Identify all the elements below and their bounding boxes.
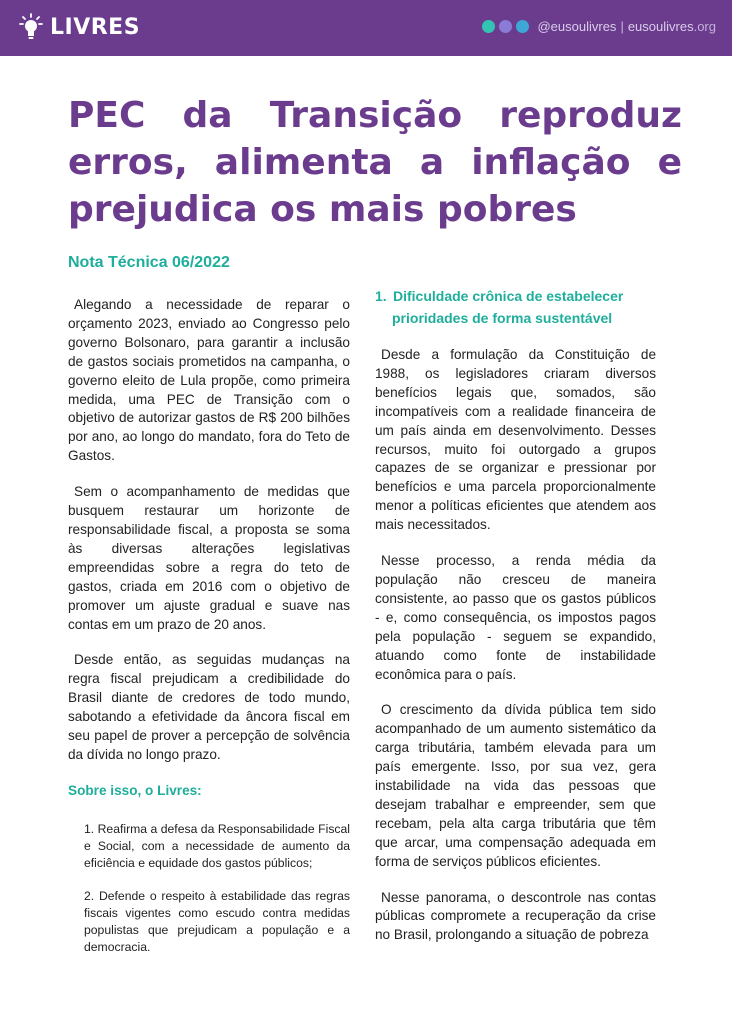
social-handle[interactable]: @eusoulivres (537, 18, 617, 34)
site-main: eusoulivres (627, 18, 694, 34)
paragraph: Nesse processo, a renda média da população não cresceu de maneira consistente, ao passo que os gastos públicos - e, como consequência, os impostos pagos pela população - seguem se expandido, atuando como fonte de instabilidade econômica para o país. (375, 553, 656, 682)
positions-list (68, 821, 350, 956)
paragraph: Desde a formulação da Constituição de 1988, os legisladores criaram diversos benefícios legais que, somados, são incompatíveis com a realidade financeira de um país ainda em desenvolvimento. Desses recursos, muito foi outorgado a grupos capazes de se organizar e pressionar por benefícios e uma parcela proporcionalmente menor a políticas eficientes que atendem aos mais necessitados. (375, 347, 656, 533)
brand-name: LIVRES (50, 14, 141, 40)
heading-line-2: prioridades de forma sustentável (392, 310, 613, 326)
page-title: PEC da Transição reproduz erros, alimenta a inflação e prejudica os mais pobres (68, 95, 682, 230)
separator: | (620, 18, 624, 34)
right-column (375, 346, 656, 962)
paragraph: Nesse panorama, o descontrole nas contas públicas compromete a recuperação da crise no Brasil, prolongando a situação de pobreza (375, 889, 656, 943)
site-ext: .org (693, 18, 716, 34)
facebook-icon[interactable] (516, 20, 529, 33)
paragraph: Alegando a necessidade de reparar o orçamento 2023, enviado ao Congresso pelo governo Bolsonaro, para garantir a inclusão de gastos sociais prometidos na campanha, o governo eleito de Lula propõe, como primeira medida, uma PEC de Transição com o objetivo de autorizar gastos de R$ 200 bilhões por ano, ao longo do mandato, fora do Teto de Gastos. (68, 297, 350, 464)
section-label: Sobre isso, o Livres: (68, 782, 202, 798)
header-bar (0, 0, 732, 56)
instagram-icon[interactable] (499, 20, 512, 33)
paragraph: O crescimento da dívida pública tem sido acompanhado de um aumento sistemático da carga tributária, também elevada para um país emergente. Isso, por sua vez, gera instabilidade na vida das pessoas que desejam trabalhar e empreender, sem que recebam, pela alta carga tributária que têm que arcar, uma compensação adequada em forma de serviços públicos eficientes. (375, 702, 656, 869)
lightbulb-icon (18, 12, 44, 42)
twitter-icon[interactable] (482, 20, 495, 33)
document-subtitle: Nota Técnica 06/2022 (68, 254, 230, 271)
paragraph: Sem o acompanhamento de medidas que busquem restaurar um horizonte de responsabilidade fiscal, a proposta se soma às diversas alterações legislativas empreendidas sobre a regra do teto de gastos, criada em 2016 com o objetivo de promover um ajuste gradual e suave nas contas em um prazo de 20 anos. (68, 484, 350, 632)
list-item: 2. Defende o respeito à estabilidade das regras fiscais vigentes como escudo contra medidas populistas que prejudicam a população e a democracia. (84, 888, 350, 954)
section-heading (375, 285, 665, 329)
website-link[interactable] (628, 19, 716, 34)
list-item: 1. Reafirma a defesa da Responsabilidade Fiscal e Social, com a necessidade de aumento da eficiência e equidade dos gastos públicos; (84, 821, 350, 870)
heading-line-1: Dificuldade crônica de estabelecer (393, 288, 624, 304)
paragraph: Desde então, as seguidas mudanças na regra fiscal prejudicam a credibilidade do Brasil diante de credores de todo mundo, sabotando a efetividade da âncora fiscal em seu papel de prover a percepção de solvência da dívida no longo prazo. (68, 652, 350, 762)
heading-number: 1. (375, 288, 387, 304)
left-column (68, 296, 350, 972)
social-links (482, 16, 716, 36)
brand-logo[interactable] (18, 12, 140, 42)
